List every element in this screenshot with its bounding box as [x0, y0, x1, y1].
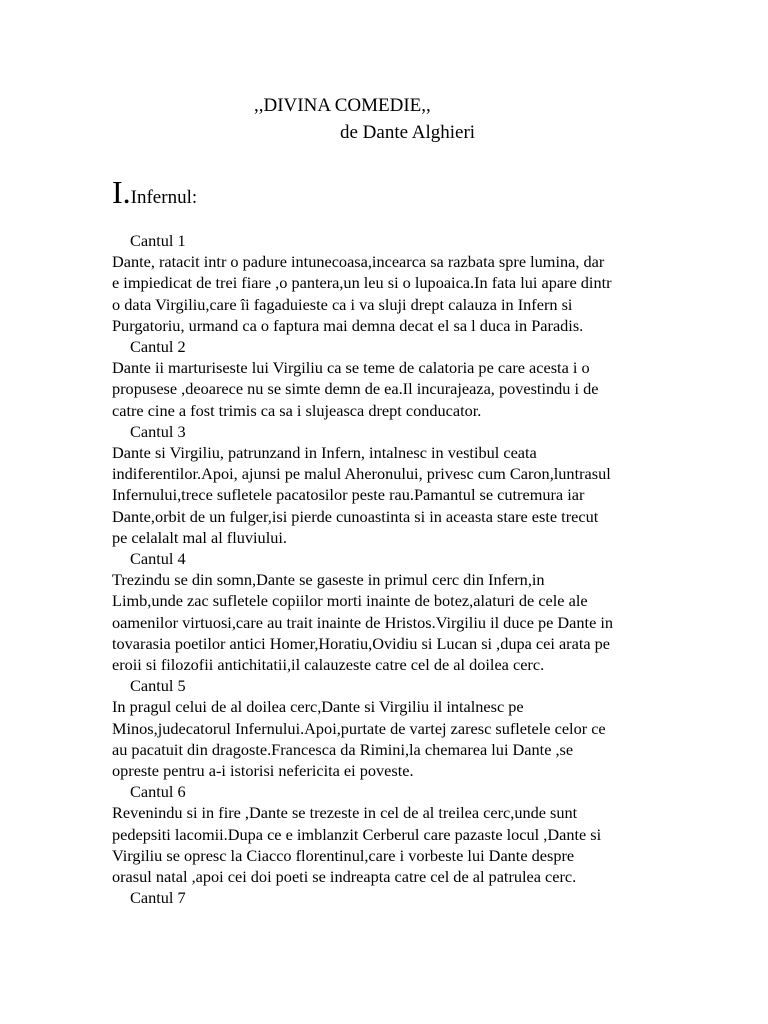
canto-label: Cantul 3: [130, 421, 186, 441]
canto-text-line: oamenilor virtuosi,care au trait inainte de Hristos.Virgiliu il duce pe Dante in: [112, 612, 614, 632]
canto-text-line: Revenindu si in fire ,Dante se trezeste in cel de al treilea cerc,unde sunt: [112, 803, 578, 823]
part-heading: [112, 172, 197, 219]
canto-text-line: propusese ,deoarece nu se simte demn de ea.Il incurajeaza, povestindu i de: [112, 379, 599, 399]
canto-text-line: Virgiliu se opresc la Ciacco florentinul,care i vorbeste lui Dante despre: [112, 845, 575, 865]
canto-label: Cantul 1: [130, 231, 186, 250]
canto-text-line: Purgatoriu, urmand ca o faptura mai demna decat el sa l duca in Paradis.: [112, 315, 584, 335]
document-author: de Dante Alghieri: [340, 122, 476, 143]
canto-text-line: eroii si filozofii antichitatii,il calauzeste catre cel de al doilea cerc.: [112, 655, 545, 675]
canto-text-line: Dante,orbit de un fulger,isi pierde cunoastinta si in aceasta stare este trecut: [112, 506, 599, 526]
canto-label: Cantul 6: [130, 782, 186, 802]
canto-text-line: Dante, ratacit intr o padure intunecoasa,incearca sa razbata spre lumina, dar: [112, 252, 605, 272]
canto-text-line: e impiedicat de trei fiare ,o pantera,un leu si o lupoaica.In fata lui apare dintr: [112, 273, 612, 293]
canto-text-line: tovarasia poetilor antici Homer,Horatiu,Ovidiu si Lucan si ,dupa cei arata pe: [112, 633, 611, 653]
part-numeral: I.: [112, 174, 131, 210]
canto-label: Cantul 5: [130, 676, 186, 696]
document-title: ,,DIVINA COMEDIE,,: [254, 95, 431, 116]
canto-text-line: opreste pentru a-i istorisi nefericita ei poveste.: [112, 761, 414, 781]
canto-label: Cantul 4: [130, 549, 186, 569]
canto-text-line: Limb,unde zac sufletele copiilor morti inainte de botez,alaturi de cele ale: [112, 591, 588, 611]
cantos-text: [112, 230, 672, 909]
canto-label: Cantul 2: [130, 337, 186, 357]
canto-text-line: pe celalalt mal al fluviului.: [112, 527, 287, 547]
canto-text-line: orasul natal ,apoi cei doi poeti se indreapta catre cel de al patrulea cerc.: [112, 867, 577, 887]
canto-text-line: o data Virgiliu,care îi fagaduieste ca i va sluji drept calauza in Infern si: [112, 294, 573, 314]
canto-text-line: Infernului,trece sufletele pacatosilor peste rau.Pamantul se cutremura iar: [112, 485, 585, 505]
canto-text-line: Dante si Virgiliu, patrunzand in Infern, intalnesc in vestibul ceata: [112, 443, 537, 463]
part-title: Infernul:: [130, 187, 198, 208]
canto-text-line: au pacatuit din dragoste.Francesca da Rimini,la chemarea lui Dante ,se: [112, 739, 574, 759]
canto-text-line: catre cine a fost trimis ca sa i slujeasca drept conducator.: [112, 400, 482, 420]
canto-text-line: Minos,judecatorul Infernului.Apoi,purtate de vartej zaresc sufletele celor ce: [112, 718, 606, 738]
canto-label: Cantul 7: [130, 888, 186, 908]
canto-text-line: Dante ii marturiseste lui Virgiliu ca se teme de calatoria pe care acesta i o: [112, 358, 590, 378]
canto-text-line: indiferentilor.Apoi, ajunsi pe malul Aheronului, privesc cum Caron,luntrasul: [112, 464, 611, 484]
canto-text-line: Trezindu se din somn,Dante se gaseste in primul cerc din Infern,in: [112, 570, 545, 590]
canto-text-line: pedepsiti lacomii.Dupa ce e imblanzit Cerberul care pazaste locul ,Dante si: [112, 824, 602, 844]
canto-text-line: In pragul celui de al doilea cerc,Dante si Virgiliu il intalnesc pe: [112, 697, 524, 717]
